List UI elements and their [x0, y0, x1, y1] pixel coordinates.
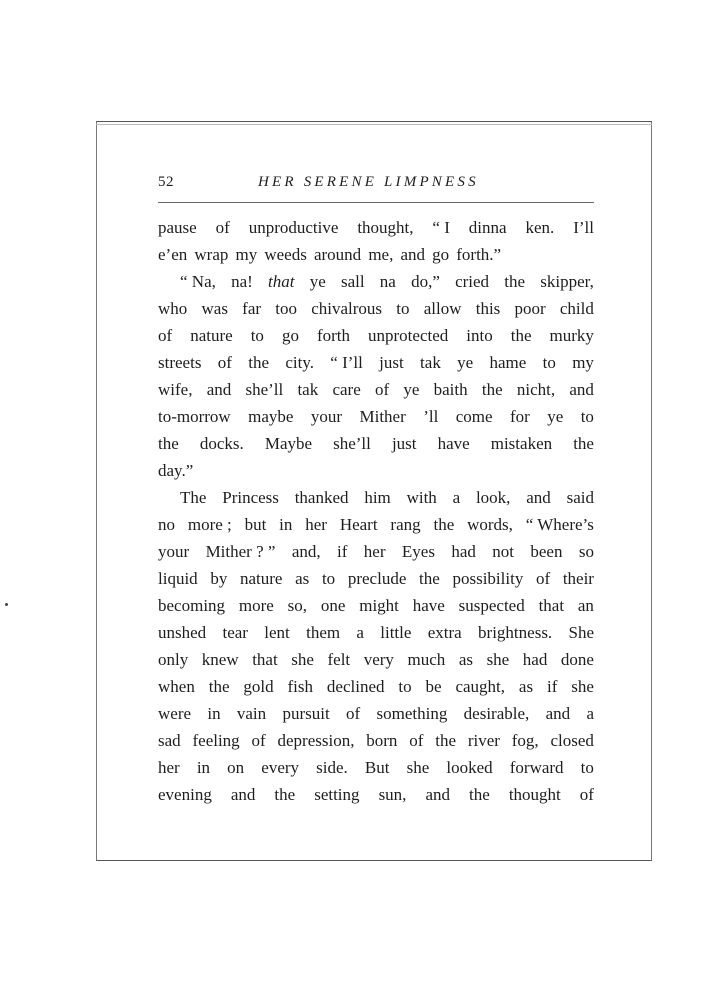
word: tear	[222, 623, 248, 642]
word: that	[252, 650, 278, 669]
word: if	[546, 677, 558, 696]
word: she	[291, 650, 314, 669]
word: had	[451, 542, 476, 561]
word: the	[481, 380, 503, 399]
word: so,	[287, 596, 308, 615]
word: thought,	[357, 218, 414, 237]
word: day.”	[158, 461, 194, 480]
word: vain	[236, 704, 267, 723]
word: tak	[297, 380, 319, 399]
word: her	[305, 515, 327, 534]
word: becoming	[158, 596, 226, 615]
word: and	[230, 785, 256, 804]
word: The	[180, 488, 207, 507]
text-line	[158, 403, 594, 430]
text-line	[158, 781, 594, 808]
word: care	[332, 380, 361, 399]
word: their	[562, 569, 594, 588]
word: been	[530, 542, 563, 561]
word: go	[432, 245, 450, 264]
text-line	[158, 430, 594, 457]
word: to-morrow	[158, 407, 231, 426]
text-line	[158, 592, 594, 619]
word: Mither	[359, 407, 406, 426]
border-inner-rule	[96, 124, 652, 125]
word: nicht,	[516, 380, 556, 399]
word: very	[363, 650, 394, 669]
text-line	[158, 376, 594, 403]
text-line	[158, 619, 594, 646]
word: she	[406, 758, 430, 777]
word: of	[215, 218, 230, 237]
word: brightness.	[478, 623, 553, 642]
word: felt	[327, 650, 351, 669]
word: of	[579, 785, 594, 804]
word: have	[437, 434, 470, 453]
word: my	[235, 245, 258, 264]
word: and,	[291, 542, 321, 561]
word: liquid	[158, 569, 198, 588]
word: of	[158, 326, 173, 345]
word: might	[359, 596, 399, 615]
word: gold	[243, 677, 274, 696]
word: of	[535, 569, 551, 588]
word: the	[510, 326, 532, 345]
word: them	[306, 623, 341, 642]
text-line	[158, 727, 594, 754]
word: come	[455, 407, 493, 426]
word: nature	[190, 326, 233, 345]
word: feeling	[192, 731, 240, 750]
word: poor	[514, 299, 546, 318]
word: of	[374, 380, 390, 399]
word: the	[469, 785, 490, 804]
word: the	[433, 515, 455, 534]
word: into	[466, 326, 493, 345]
word: in	[279, 515, 293, 534]
word: the	[419, 569, 440, 588]
word: of	[217, 353, 232, 372]
word: thanked	[294, 488, 349, 507]
word: the	[248, 353, 270, 372]
word: ye	[457, 353, 474, 372]
word: to	[580, 758, 594, 777]
word: thought	[508, 785, 561, 804]
word: her	[363, 542, 386, 561]
word: Mither ? ”	[205, 542, 276, 561]
word: were	[158, 704, 192, 723]
word: baith	[433, 380, 468, 399]
word: on	[227, 758, 245, 777]
text-line	[158, 673, 594, 700]
word: desirable,	[463, 704, 530, 723]
word: with	[406, 488, 437, 507]
word: but	[244, 515, 267, 534]
word: possibility	[452, 569, 524, 588]
word: and	[526, 488, 551, 507]
word: She	[568, 623, 594, 642]
word: in	[207, 704, 221, 723]
word: that	[268, 272, 295, 291]
word: “ Where’s	[525, 515, 594, 534]
word: every	[261, 758, 300, 777]
word: your	[158, 542, 190, 561]
word: not	[492, 542, 514, 561]
word: be	[425, 677, 442, 696]
word: to	[580, 407, 594, 426]
word: to	[396, 299, 410, 318]
word: my	[572, 353, 594, 372]
word: a	[452, 488, 461, 507]
word: as	[458, 650, 473, 669]
word: murky	[549, 326, 594, 345]
word: she	[571, 677, 594, 696]
word: na!	[231, 272, 253, 291]
word: and	[425, 785, 450, 804]
word: the	[573, 434, 594, 453]
word: sall	[340, 272, 365, 291]
word: “ Na,	[180, 272, 216, 291]
word: dinna	[468, 218, 507, 237]
word: city.	[285, 353, 314, 372]
word: of	[346, 704, 361, 723]
word: was	[201, 299, 228, 318]
page-header	[158, 172, 594, 196]
word: to	[250, 326, 264, 345]
word: have	[412, 596, 445, 615]
word: as	[295, 569, 310, 588]
word: this	[475, 299, 501, 318]
word: him	[364, 488, 391, 507]
word: weeds	[264, 245, 307, 264]
page-number: 52	[158, 174, 174, 190]
word: no	[158, 515, 175, 534]
word: streets	[158, 353, 202, 372]
word: side.	[316, 758, 348, 777]
word: forth	[316, 326, 350, 345]
word: mistaken	[490, 434, 553, 453]
word: me,	[368, 245, 394, 264]
word: she’ll	[333, 434, 371, 453]
word: do,”	[411, 272, 440, 291]
word: the	[274, 785, 296, 804]
word: as	[518, 677, 534, 696]
word: ye	[309, 272, 326, 291]
word: na	[379, 272, 396, 291]
header-rule	[158, 202, 594, 203]
word: sun,	[378, 785, 407, 804]
word: words,	[467, 515, 513, 534]
word: if	[337, 542, 348, 561]
word: for	[509, 407, 530, 426]
word: by	[210, 569, 228, 588]
word: your	[310, 407, 343, 426]
word: around	[313, 245, 362, 264]
word: docks.	[199, 434, 244, 453]
word: something	[376, 704, 448, 723]
word: forward	[509, 758, 564, 777]
word: declined	[326, 677, 385, 696]
word: had	[522, 650, 548, 669]
word: fog,	[511, 731, 539, 750]
word: pursuit	[282, 704, 330, 723]
word: knew	[201, 650, 239, 669]
word: preclude	[347, 569, 407, 588]
word: river	[467, 731, 500, 750]
word: fish	[287, 677, 314, 696]
word: and	[400, 245, 426, 264]
text-line	[158, 565, 594, 592]
word: skipper,	[540, 272, 594, 291]
text-line	[158, 754, 594, 781]
word: of	[409, 731, 424, 750]
word: just	[379, 353, 404, 372]
text-line	[158, 268, 594, 295]
word: wrap	[194, 245, 229, 264]
word: ye	[547, 407, 564, 426]
text-line	[158, 457, 594, 484]
text-line	[158, 214, 594, 241]
word: the	[158, 434, 179, 453]
word: sad	[158, 731, 181, 750]
word: closed	[550, 731, 594, 750]
word: only	[158, 650, 189, 669]
body-text	[158, 214, 594, 808]
word: too	[275, 299, 297, 318]
word: unproductive	[248, 218, 339, 237]
word: more	[238, 596, 274, 615]
word: extra	[427, 623, 462, 642]
text-line	[158, 322, 594, 349]
word: rang	[390, 515, 421, 534]
text-line	[158, 538, 594, 565]
word: allow	[423, 299, 462, 318]
word: just	[391, 434, 417, 453]
word: in	[196, 758, 211, 777]
word: caught,	[455, 677, 506, 696]
word: much	[407, 650, 446, 669]
text-line	[158, 646, 594, 673]
text-line	[158, 484, 594, 511]
word: unprotected	[368, 326, 449, 345]
word: Maybe	[264, 434, 313, 453]
word: when	[158, 677, 195, 696]
word: looked	[446, 758, 493, 777]
word: her	[158, 758, 180, 777]
word: ye	[403, 380, 420, 399]
word: look,	[475, 488, 511, 507]
word: and	[545, 704, 571, 723]
word: to	[398, 677, 412, 696]
word: nature	[239, 569, 283, 588]
word: cried	[455, 272, 490, 291]
word: evening	[158, 785, 212, 804]
word: far	[242, 299, 262, 318]
word: and	[206, 380, 232, 399]
word: a	[586, 704, 594, 723]
word: little	[380, 623, 412, 642]
word: said	[566, 488, 594, 507]
word: an	[577, 596, 594, 615]
word: more ;	[187, 515, 232, 534]
word: child	[559, 299, 594, 318]
word: she’ll	[245, 380, 284, 399]
word: chivalrous	[311, 299, 383, 318]
word: of	[251, 731, 266, 750]
word: depression,	[277, 731, 355, 750]
word: hame	[489, 353, 527, 372]
word: the	[435, 731, 457, 750]
word: Heart	[339, 515, 378, 534]
word: to	[542, 353, 556, 372]
word: who	[158, 299, 188, 318]
running-head-title: HER SERENE LIMPNESS	[258, 174, 479, 190]
word: the	[208, 677, 230, 696]
scan-speck	[5, 603, 8, 606]
word: done	[560, 650, 594, 669]
word: wife,	[158, 380, 193, 399]
text-line	[158, 349, 594, 376]
word: tak	[420, 353, 441, 372]
text-line	[158, 295, 594, 322]
word: she	[486, 650, 510, 669]
word: ’ll	[423, 407, 439, 426]
word: Princess	[222, 488, 279, 507]
text-line	[158, 241, 594, 268]
word: unshed	[158, 623, 207, 642]
text-line	[158, 511, 594, 538]
word: to	[321, 569, 336, 588]
word: maybe	[248, 407, 294, 426]
text-line	[158, 700, 594, 727]
word: e’en	[158, 245, 188, 264]
word: one	[320, 596, 346, 615]
word: setting	[314, 785, 360, 804]
word: suspected	[458, 596, 525, 615]
word: I’ll	[573, 218, 594, 237]
word: Eyes	[401, 542, 435, 561]
word: go	[281, 326, 299, 345]
word: and	[569, 380, 594, 399]
word: born	[366, 731, 398, 750]
word: pause	[158, 218, 197, 237]
word: that	[538, 596, 565, 615]
word: “ I’ll	[330, 353, 363, 372]
word: “ I	[432, 218, 450, 237]
word: But	[364, 758, 390, 777]
word: ken.	[525, 218, 555, 237]
word: the	[504, 272, 526, 291]
word: lent	[264, 623, 290, 642]
word: so	[578, 542, 594, 561]
word: a	[356, 623, 364, 642]
word: forth.”	[456, 245, 502, 264]
